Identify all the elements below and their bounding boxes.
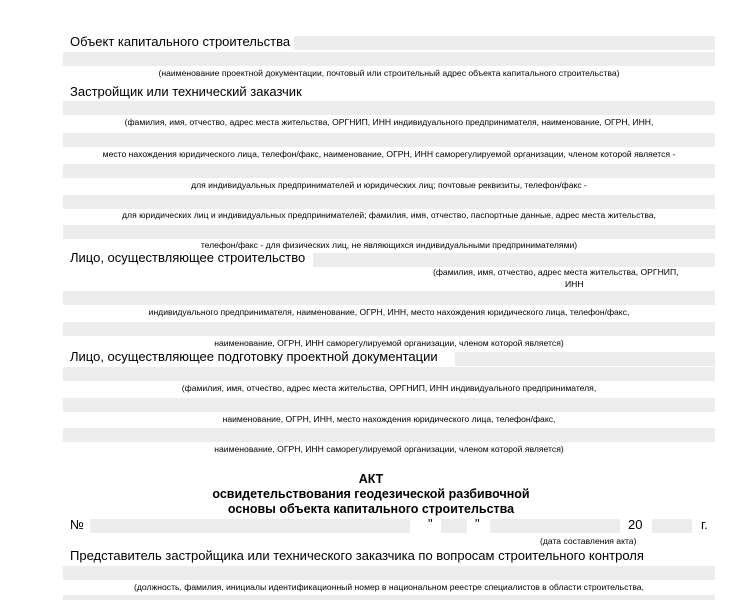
representative-hint: (должность, фамилия, инициалы идентификационный номер в национальном реестре специалистов в области строительства, [134,582,644,592]
developer-field-1[interactable] [63,101,715,115]
object-field-2[interactable] [63,52,715,66]
developer-field-4[interactable] [63,195,715,209]
designer-hint-3: наименование, ОГРН, ИНН саморегулируемой организации, членом которой является) [214,444,564,454]
designer-field-3[interactable] [63,398,715,412]
representative-field-2[interactable] [63,595,715,600]
developer-label: Застройщик или технический заказчик [70,84,302,99]
designer-field-1[interactable] [455,352,715,366]
act-title-3: основы объекта капитального строительства [227,502,515,516]
act-day-field[interactable] [441,519,467,533]
act-quote-close: " [475,516,480,531]
builder-label: Лицо, осуществляющее строительство [70,250,306,265]
developer-field-2[interactable] [63,133,715,147]
builder-hint-1: индивидуального предпринимателя, наименование, ОГРН, ИНН, место нахождения юридического лица, телефон/факс, [148,307,630,317]
builder-field-1[interactable] [313,253,715,267]
act-date-hint: (дата составления акта) [540,536,637,546]
designer-field-4[interactable] [63,428,715,442]
developer-field-5[interactable] [63,225,715,239]
developer-hint-1: (фамилия, имя, отчество, адрес места жительства, ОРГНИП, ИНН индивидуального предпринимателя, наименование, ОГРН, ИНН, [124,117,654,127]
developer-hint-4: для юридических лиц и индивидуальных предпринимателей; фамилия, имя, отчество, паспортные данные, адрес места жительства, [122,210,656,220]
developer-field-3[interactable] [63,164,715,178]
representative-field-1[interactable] [63,566,715,580]
act-quote-open: " [428,516,433,531]
object-field-1[interactable] [294,36,715,50]
object-hint: (наименование проектной документации, почтовый или строительный адрес объекта капитального строительства) [158,68,620,78]
act-number-sign: № [70,517,84,532]
designer-label: Лицо, осуществляющее подготовку проектной документации [70,349,438,364]
act-year-prefix: 20 [628,517,643,532]
builder-hint-right-2: ИНН [565,279,584,289]
builder-field-2[interactable] [63,291,715,305]
designer-hint-1: (фамилия, имя, отчество, адрес места жительства, ОРГНИП, ИНН индивидуального предпринимателя, [181,383,597,393]
builder-hint-right-1: (фамилия, имя, отчество, адрес места жительства, ОРГНИП, [433,267,679,277]
representative-label: Представитель застройщика или технического заказчика по вопросам строительного контроля [70,548,644,563]
act-title-2: освидетельствования геодезической разбивочной [212,487,530,501]
act-year-field[interactable] [652,519,692,533]
act-title-1: АКТ [358,472,384,486]
act-year-suffix: г. [701,517,708,532]
designer-field-2[interactable] [63,367,715,381]
builder-hint-2: наименование, ОГРН, ИНН саморегулируемой организации, членом которой является) [214,338,564,348]
developer-hint-2: место нахождения юридического лица, телефон/факс, наименование, ОГРН, ИНН саморегулируемой организации, членом которой является - [102,149,676,159]
builder-field-3[interactable] [63,322,715,336]
act-month-field[interactable] [490,519,620,533]
act-number-field[interactable] [90,519,410,533]
designer-hint-2: наименование, ОГРН, ИНН, место нахождения юридического лица, телефон/факс, [222,414,556,424]
developer-hint-3: для индивидуальных предпринимателей и юридических лиц; почтовые реквизиты, телефон/факс - [191,180,587,190]
object-label: Объект капитального строительства [70,34,291,49]
developer-hint-5: телефон/факс - для физических лиц, не являющихся индивидуальными предпринимателями) [200,240,578,250]
